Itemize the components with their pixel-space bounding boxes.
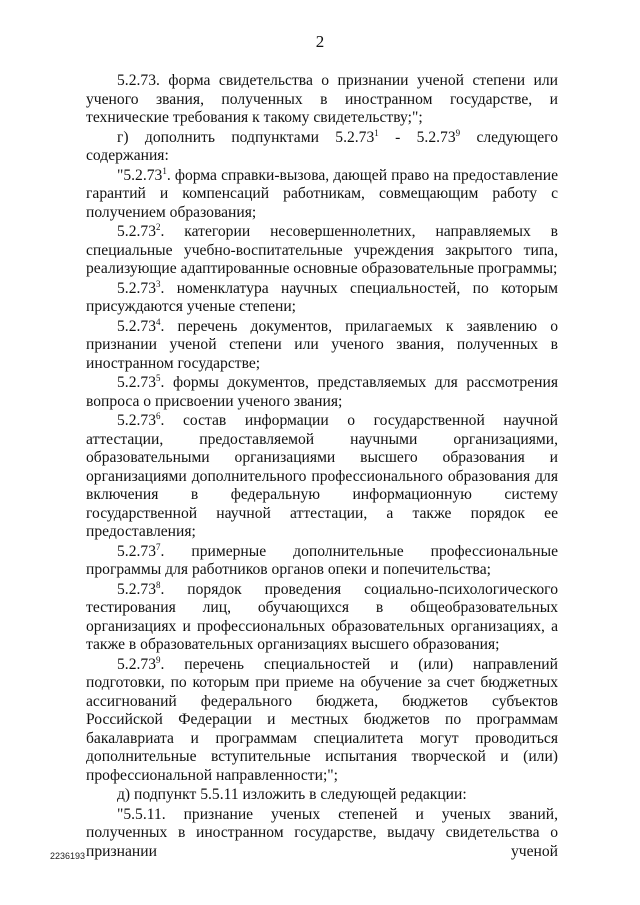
paragraph-5-2-73: 5.2.73. форма свидетельства о признании ученой степени или ученого звания, полученных в иностранном государстве, и технические требования к такому свидетельству;"; [86,72,558,126]
paragraph-5-2-73-4: 5.2.73$^4$. перечень документов, прилагаемых к заявлению о признании ученой степени или ученого звания, полученных в иностранном государстве; [86,316,558,372]
paragraph-5-2-73-5: 5.2.73$^5$. формы документов, представляемых для рассмотрения вопроса о присвоении ученого звания; [86,373,558,410]
paragraph-5-2-73-3: 5.2.73$^3$. номенклатура научных специальностей, по которым присуждаются ученые степени; [86,278,558,315]
paragraph-5-5-11: "5.5.11. признание ученых степеней и ученых званий, полученных в иностранном государстве, выдачу свидетельства о признании ученой [86,805,558,860]
document-body [86,72,558,862]
paragraph-5-2-73-1: "5.2.73$^1$. форма справки-вызова, дающей право на предоставление гарантий и компенсаций работникам, совмещающим работу с получением образования; [86,165,558,221]
page-number: 2 [315,32,325,51]
document-code: 2236193 [50,851,86,861]
paragraph-subitem-g: г) дополнить подпунктами 5.2.73$^1$ - 5.2.73$^9$ следующего содержания: [86,127,558,164]
paragraph-5-2-73-6: 5.2.73$^6$. состав информации о государственной научной аттестации, предоставляемой научными организациями, образовательными организациями высшего образования и организациями дополнительного профессионального образования для включения в федеральную информационную систему государственной научной аттестации, а также порядок ее предоставления; [86,411,558,540]
paragraph-5-2-73-7: 5.2.73$^7$. примерные дополнительные профессиональные программы для работников органов опеки и попечительства; [86,541,558,578]
paragraph-5-2-73-9: 5.2.73$^9$. перечень специальностей и (или) направлений подготовки, по которым при приеме на обучение за счет бюджетных ассигнований федерального бюджета, бюджетов субъектов Российской Федерации и местных бюджетов по программам бакалавриата и программам специалитета могут проводиться дополнительные вступительные испытания творческой и (или) профессиональной направленности;"; [86,654,558,784]
paragraph-5-2-73-2: 5.2.73$^2$. категории несовершеннолетних, направляемых в специальные учебно-воспитательные учреждения закрытого типа, реализующие адаптированные основные образовательные программы; [86,222,558,277]
paragraph-subitem-d: д) подпункт 5.5.11 изложить в следующей редакции: [117,786,467,803]
paragraph-5-2-73-8: 5.2.73$^8$. порядок проведения социально-психологического тестирования лиц, обучающихся в общеобразовательных организациях и профессиональных образовательных организациях, а также в образовательных организациях высшего образования; [86,579,558,653]
